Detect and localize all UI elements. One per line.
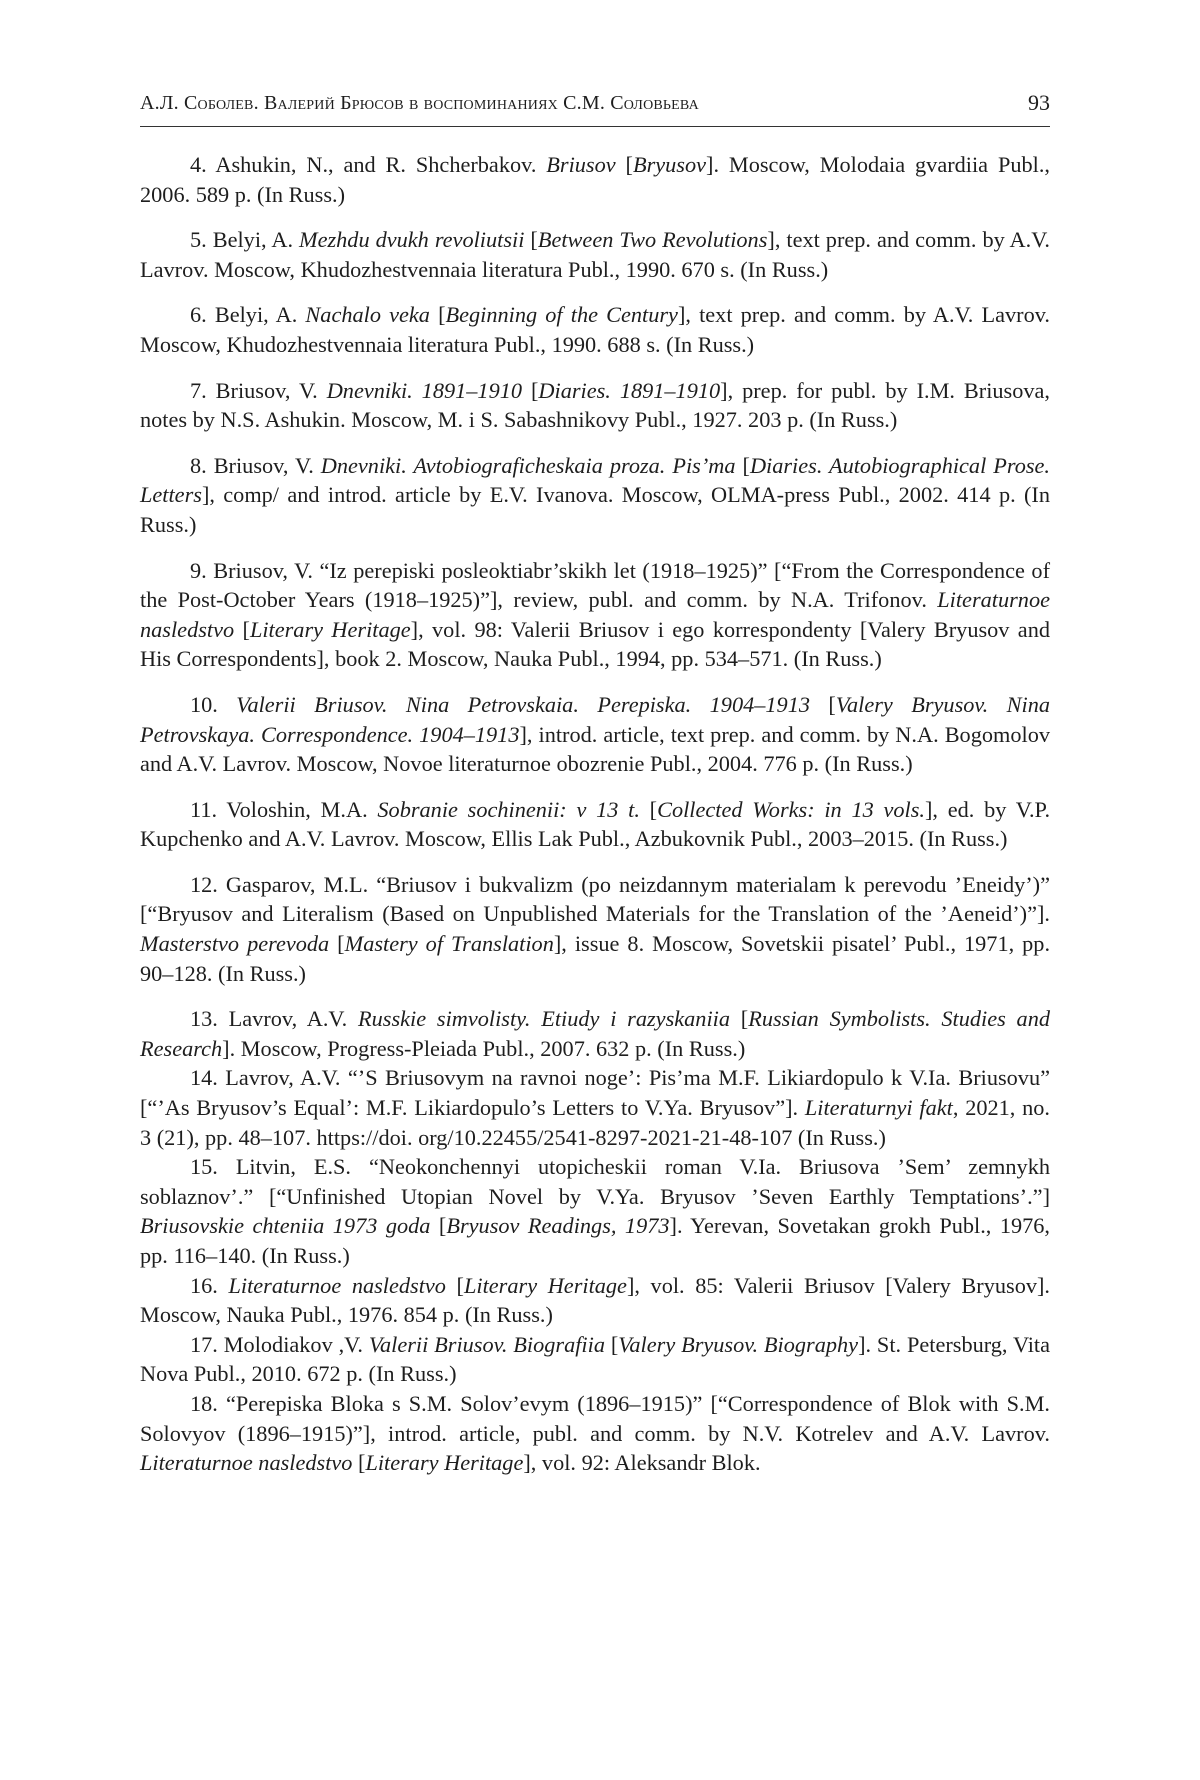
reference-text: 17. Molodiakov ,V.: [190, 1331, 369, 1357]
reference-list: [140, 150, 1050, 1478]
reference-item: [140, 1330, 1050, 1389]
reference-text: 14. Lavrov, A.V. “’S Briusovym na ravnoi noge’: Pis’ma M.F. Likiardopulo k V.Ia. Briusovu” [“’As Bryusov’s Equal’: M.F. Likiardopulo’s Letters to V.Ya. Bryusov”].: [140, 1065, 1050, 1121]
reference-text: 4. Ashukin, N., and R. Shcherbakov.: [190, 152, 547, 177]
reference-title-italic: Between Two Revolutions: [537, 227, 768, 253]
reference-text: [: [604, 1331, 619, 1357]
reference-text: [: [329, 931, 345, 957]
reference-title-italic: Nachalo veka: [305, 302, 430, 328]
page-number: 93: [1028, 90, 1050, 115]
reference-title-italic: Bryusov: [632, 152, 707, 177]
reference-text: 7. Briusov, V.: [190, 377, 327, 403]
reference-text: ]. Moscow, Molodaia gvardiia Publ., 2006. 589 p. (In Russ.): [140, 152, 1050, 207]
reference-text: [: [735, 452, 750, 478]
reference-item: [140, 1389, 1050, 1478]
reference-title-italic: Collected Works: in 13 vols.: [657, 796, 925, 822]
reference-text: 16.: [190, 1272, 229, 1298]
reference-title-italic: Beginning of the Century: [445, 302, 678, 328]
reference-text: [: [730, 1006, 749, 1032]
reference-title-italic: Russian Symbolists. Studies and Research: [140, 1006, 1051, 1061]
reference-title-italic: Mezhdu dvukh revoliutsii: [299, 227, 525, 253]
reference-text: ]. Moscow, Progress-Pleiada Publ., 2007. 632 p. (In Russ.): [222, 1035, 746, 1061]
reference-title-italic: Russkie simvolisty. Etiudy i razyskaniia: [358, 1006, 730, 1032]
reference-title-italic: Literaturnyi fakt: [804, 1095, 953, 1121]
reference-title-italic: Valerii Briusov. Biografiia: [368, 1331, 605, 1357]
reference-item: [140, 1004, 1050, 1063]
reference-title-italic: Diaries. Autobiographical Prose. Letters: [140, 452, 1051, 508]
reference-text: 15. Litvin, E.S. “Neokonchennyi utopicheskii roman V.Ia. Briusova ’Sem’ zemnykh soblaznov’.” [“Unfinished Utopian Novel by V.Ya. Bryusov ’Seven Earthly Temptations’.”]: [140, 1154, 1050, 1209]
reference-item: [140, 300, 1050, 359]
reference-title-italic: Literaturnoe nasledstvo: [228, 1272, 446, 1298]
reference-text: ]. St. Petersburg, Vita Nova Publ., 2010. 672 p. (In Russ.): [140, 1331, 1050, 1387]
reference-title-italic: Valerii Briusov. Nina Petrovskaia. Perepiska. 1904–1913: [236, 691, 810, 717]
reference-text: 11. Voloshin, M.A.: [190, 796, 378, 822]
reference-text: 18. “Perepiska Bloka s S.M. Solov’evym (1896–1915)” [“Correspondence of Blok with S.M. Solovyov (1896–1915)”], introd. article, publ. and comm. by N.V. Kotrelev and A.V. Lavrov.: [140, 1390, 1050, 1446]
reference-item: [140, 1063, 1050, 1152]
reference-title-italic: Literary Heritage: [365, 1450, 524, 1476]
reference-text: 6. Belyi, A.: [190, 302, 306, 328]
reference-title-italic: Diaries. 1891–1910: [538, 377, 721, 403]
reference-title-italic: Bryusov Readings, 1973: [446, 1213, 670, 1239]
reference-title-italic: Sobranie sochinenii: v 13 t.: [377, 796, 640, 822]
reference-item: [140, 376, 1050, 435]
reference-text: ], comp/ and introd. article by E.V. Ivanova. Moscow, OLMA-press Publ., 2002. 414 p. (In Russ.): [140, 482, 1050, 537]
reference-text: 10.: [190, 691, 237, 717]
reference-text: ]. Yerevan, Sovetakan grokh Publ., 1976, pp. 116–140. (In Russ.): [140, 1213, 1050, 1268]
reference-title-italic: Briusov: [546, 152, 616, 177]
reference-text: , 2021, no. 3 (21), pp. 48–107. https://doi. org/10.22455/2541-8297-2021-21-48-107 (In Russ.): [140, 1095, 1050, 1150]
reference-item: [140, 556, 1050, 674]
reference-item: [140, 150, 1050, 209]
reference-text: 5. Belyi, A.: [190, 227, 300, 253]
reference-item: [140, 225, 1050, 284]
reference-text: 12. Gasparov, M.L. “Briusov i bukvalizm (po neizdannym materialam k perevodu ’Eneidy’)” [“Bryusov and Literalism (Based on Unpublished Materials for the Translation of the ’Aeneid’)”].: [140, 871, 1050, 927]
reference-title-italic: Literaturnoe nasledstvo: [140, 587, 1050, 642]
reference-text: 8. Briusov, V.: [190, 452, 321, 478]
reference-item: [140, 795, 1050, 854]
reference-text: ], introd. article, text prep. and comm. by N.A. Bogomolov and A.V. Lavrov. Moscow, Novoe literaturnoe obozrenie Publ., 2004. 776 p. (In Russ.): [140, 721, 1050, 777]
reference-title-italic: Dnevniki. Avtobiograficheskaia proza. Pis’ma: [320, 452, 736, 478]
reference-item: [140, 870, 1050, 988]
reference-text: [: [810, 691, 836, 717]
reference-text: [: [352, 1450, 366, 1476]
reference-text: [: [524, 227, 538, 253]
reference-title-italic: Literary Heritage: [249, 616, 411, 642]
reference-text: ], text prep. and comm. by A.V. Lavrov. Moscow, Khudozhestvennaia literatura Publ., 1990. 670 s. (In Russ.): [140, 227, 1050, 282]
reference-title-italic: Briusovskie chteniia 1973 goda: [140, 1213, 431, 1239]
reference-title-italic: Valery Bryusov. Biography: [618, 1331, 859, 1357]
running-title: А.Л. Соболев. Валерий Брюсов в воспоминаниях С.М. Соловьева: [140, 92, 699, 114]
reference-text: [: [639, 796, 658, 822]
reference-text: [: [615, 152, 633, 177]
running-header: [140, 88, 1050, 127]
reference-title-italic: Mastery of Translation: [344, 931, 554, 957]
reference-text: ], vol. 92: Aleksandr Blok.: [523, 1450, 761, 1476]
reference-text: ], vol. 98: Valerii Briusov i ego korrespondenty [Valery Bryusov and His Correspondents], book 2. Moscow, Nauka Publ., 1994, pp. 534–571. (In Russ.): [140, 616, 1050, 672]
reference-title-italic: Literary Heritage: [464, 1272, 627, 1298]
reference-item: [140, 690, 1050, 779]
reference-text: [: [429, 302, 446, 328]
reference-item: [140, 1152, 1050, 1270]
reference-text: ], ed. by V.P. Kupchenko and A.V. Lavrov. Moscow, Ellis Lak Publ., Azbukovnik Publ., 2003–2015. (In Russ.): [140, 796, 1051, 852]
reference-title-italic: Dnevniki. 1891–1910: [326, 377, 523, 403]
reference-text: 9. Briusov, V. “Iz perepiski posleoktiabr’skikh let (1918–1925)” [“From the Correspondence of the Post-October Years (1918–1925)”], review, publ. and comm. by N.A. Trifonov.: [140, 557, 1050, 613]
reference-text: [: [430, 1213, 447, 1239]
reference-title-italic: Masterstvo perevoda: [140, 931, 330, 957]
reference-item: [140, 1271, 1050, 1330]
reference-text: [: [234, 616, 250, 642]
reference-text: 13. Lavrov, A.V.: [190, 1006, 358, 1032]
reference-text: [: [522, 377, 539, 403]
reference-title-italic: Valery Bryusov. Nina Petrovskaya. Correspondence. 1904–1913: [140, 691, 1051, 747]
reference-text: ], issue 8. Moscow, Sovetskii pisatel’ Publ., 1971, pp. 90–128. (In Russ.): [140, 931, 1051, 986]
reference-item: [140, 451, 1050, 540]
reference-text: ], vol. 85: Valerii Briusov [Valery Bryusov]. Moscow, Nauka Publ., 1976. 854 p. (In Russ.): [140, 1272, 1050, 1328]
reference-title-italic: Literaturnoe nasledstvo: [140, 1450, 353, 1476]
reference-text: ], prep. for publ. by I.M. Briusova, notes by N.S. Ashukin. Moscow, M. i S. Sabashnikovy Publ., 1927. 203 p. (In Russ.): [140, 377, 1050, 433]
reference-text: [: [445, 1272, 464, 1298]
reference-text: ], text prep. and comm. by A.V. Lavrov. Moscow, Khudozhestvennaia literatura Publ., 1990. 688 s. (In Russ.): [140, 302, 1051, 357]
